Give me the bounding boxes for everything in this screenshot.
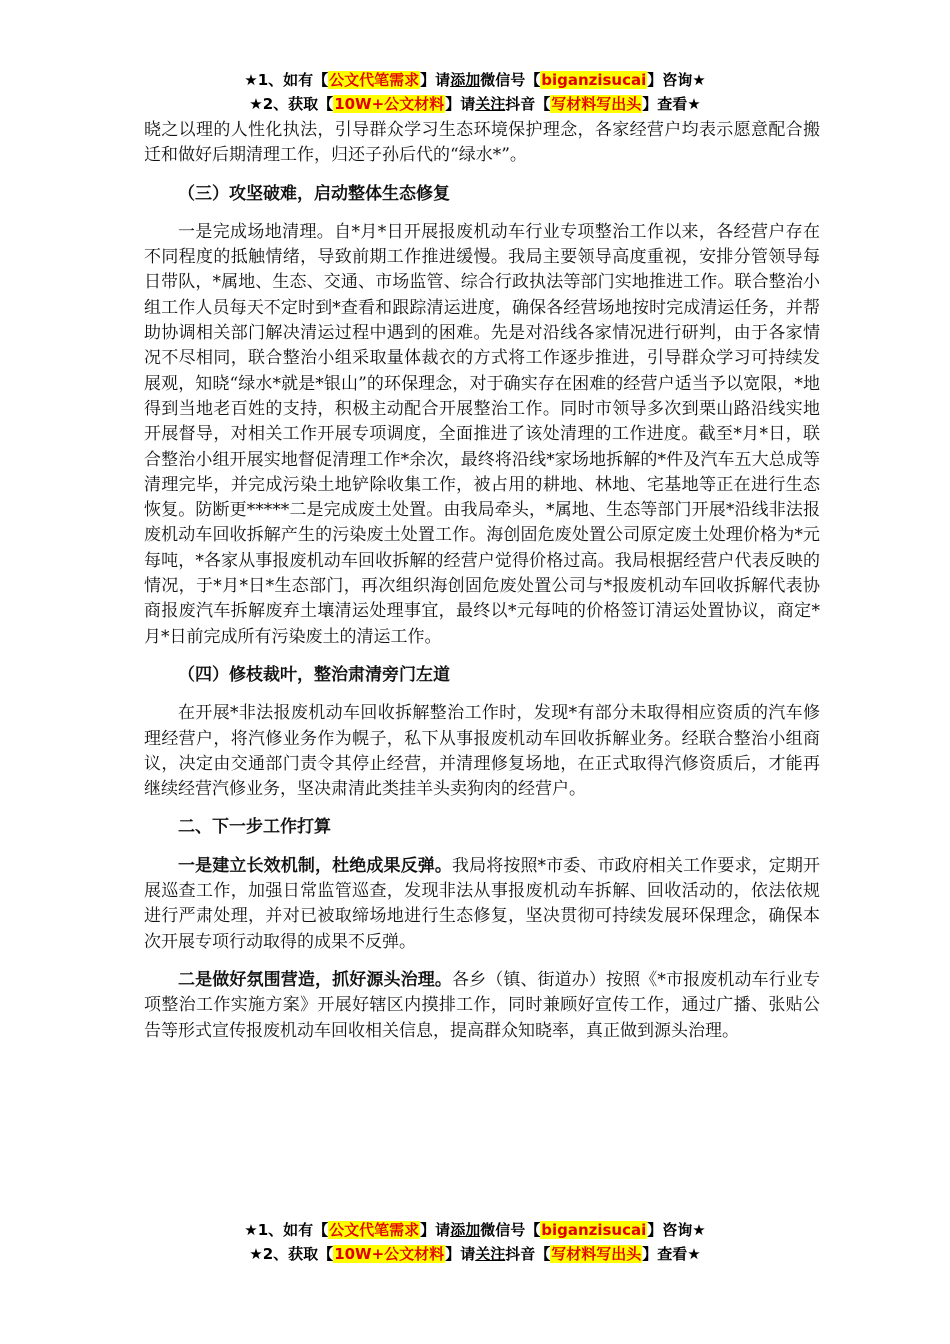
paragraph: 在开展*非法报废机动车回收拆解整治工作时，发现*有部分未取得相应资质的汽车修理经营户，将汽修业务作为幌子，私下从事报废机动车回收拆解业务。经联合整治小组商议，决定由交通部门责令其停止经营，并清理修复场地，在正式取得汽修资质后，才能再继续经营汽修业务，坚决肃清此类挂羊头卖狗肉的经营户。	[144, 703, 820, 800]
banner-text: 】查看★	[642, 1245, 701, 1263]
banner-highlight: 公文代笔需求	[329, 1221, 420, 1239]
section-heading: 二、下一步工作打算	[178, 817, 331, 838]
banner-text: 】请	[420, 71, 451, 89]
banner-text: 抖音【	[505, 95, 551, 113]
document-body	[144, 118, 820, 1057]
paragraph: 晓之以理的人性化执法，引导群众学习生态环境保护理念，各家经营户均表示愿意配合搬迁和做好后期清理工作，归还子孙后代的“绿水*”。	[144, 120, 820, 166]
header-banner	[0, 68, 950, 116]
paragraph-text: 各乡（镇、街道办）按照《*市报废机动车行业专项整治工作实施方案》开展好辖区内摸排工作，同时兼顾好宣传工作，通过广播、张贴公告等形式宣传报废机动车回收相关信息，提高群众知晓率，真正做到源头治理。	[144, 969, 821, 1041]
lead-bold: 二是做好氛围营造，抓好源头治理。	[178, 969, 452, 990]
footer-banner	[0, 1218, 950, 1266]
banner-text: 】咨询★	[647, 71, 706, 89]
banner-highlight: biganzisucai	[541, 71, 647, 89]
banner-text: ★1、如有【	[244, 1221, 329, 1239]
paragraph: 一是完成场地清理。自*月*日开展报废机动车行业专项整治工作以来，各经营户存在不同程度的抵触情绪，导致前期工作推进缓慢。我局主要领导高度重视，安排分管领导每日带队，*属地、生态、交通、市场监管、综合行政执法等部门实地推进工作。联合整治小组工作人员每天不定时到*查看和跟踪清运进度，确保各经营场地按时完成清运任务，并帮助协调相关部门解决清运过程中遇到的困难。先是对沿线各家情况进行研判，由于各家情况不尽相同，联合整治小组采取量体裁衣的方式将工作逐步推进，引导群众学习可持续发展观，知晓“绿水*就是*银山”的环保理念，对于确实存在困难的经营户适当予以宽限，*地得到当地老百姓的支持，积极主动配合开展整治工作。同时市领导多次到栗山路沿线实地开展督导，对相关工作开展专项调度，全面推进了该处清理的工作进度。截至*月*日，联合整治小组开展实地督促清理工作*余次，最终将沿线*家场地拆解的*件及汽车五大总成等清理完毕，并完成污染土地铲除收集工作，被占用的耕地、林地、宅基地等正在进行生态恢复。防断更*****二是完成废土处置。由我局牵头，*属地、生态等部门开展*沿线非法报废机动车回收拆解产生的污染废土处置工作。海创固危废处置公司原定废土处理价格为*元每吨，*各家从事报废机动车回收拆解的经营户觉得价格过高。我局根据经营户代表反映的情况，于*月*日*生态部门，再次组织海创固危废处置公司与*报废机动车回收拆解代表协商报废汽车拆解废弃土壤清运处理事宜，最终以*元每吨的价格签订清运处置协议，商定*月*日前完成所有污染废土的清运工作。	[144, 221, 820, 647]
banner-text: 】请	[420, 1221, 451, 1239]
banner-underline: 关注	[475, 1245, 506, 1263]
banner-line-2	[0, 1242, 950, 1266]
banner-highlight: 10W+公文材料	[334, 1245, 445, 1263]
section-heading: （四）修枝裁叶，整治肃清旁门左道	[178, 664, 450, 685]
banner-underline: 关注	[475, 95, 506, 113]
section-heading: （三）攻坚破难，启动整体生态修复	[178, 183, 450, 204]
banner-highlight: 公文代笔需求	[329, 71, 420, 89]
banner-line-1	[0, 68, 950, 92]
banner-underline: 添加	[450, 71, 481, 89]
banner-text: ★2、获取【	[249, 95, 334, 113]
banner-highlight: 写材料写出头	[551, 1245, 642, 1263]
banner-line-1	[0, 1218, 950, 1242]
banner-text: 微信号【	[480, 1221, 541, 1239]
paragraph	[144, 854, 820, 955]
banner-text: 】请	[445, 1245, 476, 1263]
banner-highlight: biganzisucai	[541, 1221, 647, 1239]
lead-bold: 一是建立长效机制，杜绝成果反弹。	[178, 855, 452, 876]
banner-text: ★1、如有【	[244, 71, 329, 89]
banner-line-2	[0, 92, 950, 116]
paragraph-text: 我局将按照*市委、市政府相关工作要求，定期开展巡查工作，加强日常监管巡查，发现非法从事报废机动车拆解、回收活动的，依法依规进行严肃处理，并对已被取缔场地进行生态修复，坚决贯彻可持续发展环保理念，确保本次开展专项行动取得的成果不反弹。	[144, 855, 821, 952]
banner-underline: 添加	[450, 1221, 481, 1239]
banner-text: 抖音【	[505, 1245, 551, 1263]
banner-text: ★2、获取【	[249, 1245, 334, 1263]
paragraph	[144, 968, 820, 1044]
banner-text: 】咨询★	[647, 1221, 706, 1239]
banner-text: 】查看★	[642, 95, 701, 113]
banner-text: 】请	[445, 95, 476, 113]
banner-highlight: 10W+公文材料	[334, 95, 445, 113]
banner-text: 微信号【	[480, 71, 541, 89]
banner-highlight: 写材料写出头	[551, 95, 642, 113]
